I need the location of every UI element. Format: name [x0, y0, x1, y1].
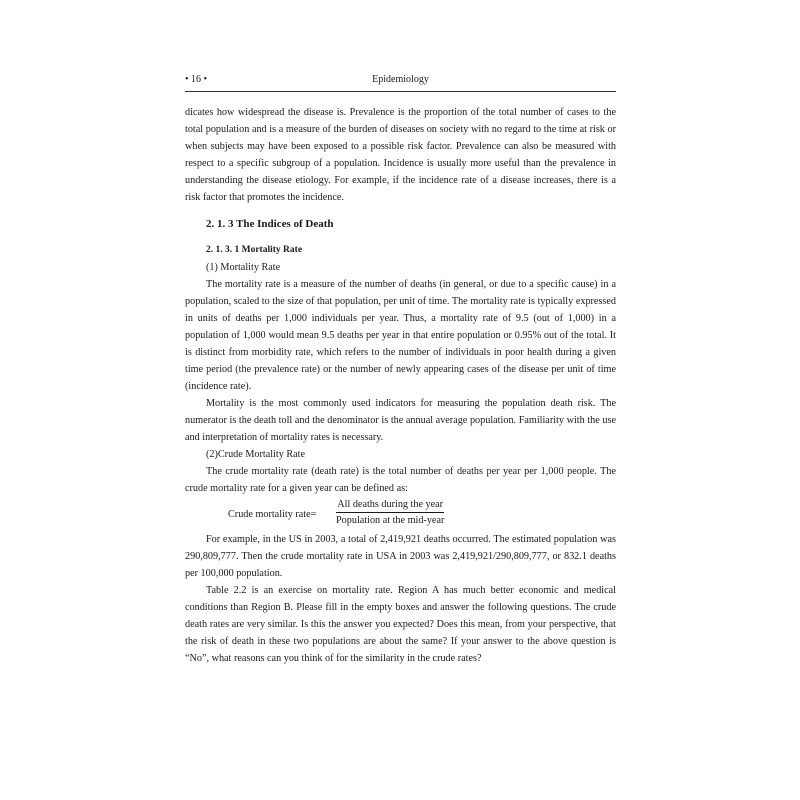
header-rule — [185, 91, 616, 92]
item-label-crude-mortality: (2)Crude Mortality Rate — [206, 449, 306, 460]
paragraph-table-exercise: Table 2.2 is an exercise on mortality rate. Region A has much better economic and medical conditions than Region B. Please fill in the empty boxes and answer the following questions. The crude death rates are very similar. Is this the answer you expected? Does this mean, from your perspective, that the risk of death in these two populations are about the same? If your answer to the above question is “No”, what reasons can you think of for the similarity in the crude rates? — [185, 585, 616, 664]
running-title: Epidemiology — [372, 74, 429, 85]
formula-fraction — [336, 497, 444, 529]
paragraph-us-example: For example, in the US in 2003, a total of 2,419,921 deaths occurred. The estimated population was 290,809,777. Then the crude mortality rate in USA in 2003 was 2,419,921/290,809,777, or 832.1 deaths per 100,000 population. — [185, 534, 616, 579]
section-heading: 2. 1. 3 The Indices of Death — [206, 218, 334, 230]
paragraph-prevalence: dicates how widespread the disease is. Prevalence is the proportion of the total number of cases to the total population and is a measure of the burden of diseases on society with no regard to the time at risk or when subjects may have been exposed to a possible risk factor. Prevalence can also be measured with respect to a specific subgroup of a population. Incidence is usually more useful than the prevalence in understanding the disease etiology. For example, if the incidence rate of a disease increases, there is a risk factor that promotes the incidence. — [185, 107, 616, 203]
subsection-heading: 2. 1. 3. 1 Mortality Rate — [206, 245, 303, 255]
paragraph-mortality-definition: The mortality rate is a measure of the number of deaths (in general, or due to a specific cause) in a population, scaled to the size of that population, per unit of time. The mortality rate is typically expressed in units of deaths per 1,000 individuals per year. Thus, a mortality rate of 9.5 (out of 1,000) in a population of 1,000 would mean 9.5 deaths per year in that entire population or 0.95% out of the total. It is distinct from morbidity rate, which refers to the number of individuals in poor health during a given time period (the prevalence rate) or the number of newly appearing cases of the disease per unit of time (incidence rate). — [185, 279, 616, 392]
formula-denominator: Population at the mid-year — [336, 515, 445, 526]
formula-lhs: Crude mortality rate= — [228, 509, 317, 520]
crude-mortality-formula — [185, 497, 616, 531]
item-label-mortality-rate: (1) Mortality Rate — [206, 262, 281, 273]
running-header — [185, 74, 616, 88]
page-body — [185, 104, 616, 667]
page-number: • 16 • — [185, 74, 208, 85]
paragraph-crude-definition: The crude mortality rate (death rate) is the total number of deaths per year per 1,000 people. The crude mortality rate for a given year can be defined as: — [185, 466, 616, 494]
formula-numerator: All deaths during the year — [336, 497, 444, 513]
paragraph-mortality-usage: Mortality is the most commonly used indicators for measuring the population death risk. The numerator is the death toll and the denominator is the annual average population. Familiarity with the use and interpretation of mortality rates is necessary. — [185, 398, 616, 443]
